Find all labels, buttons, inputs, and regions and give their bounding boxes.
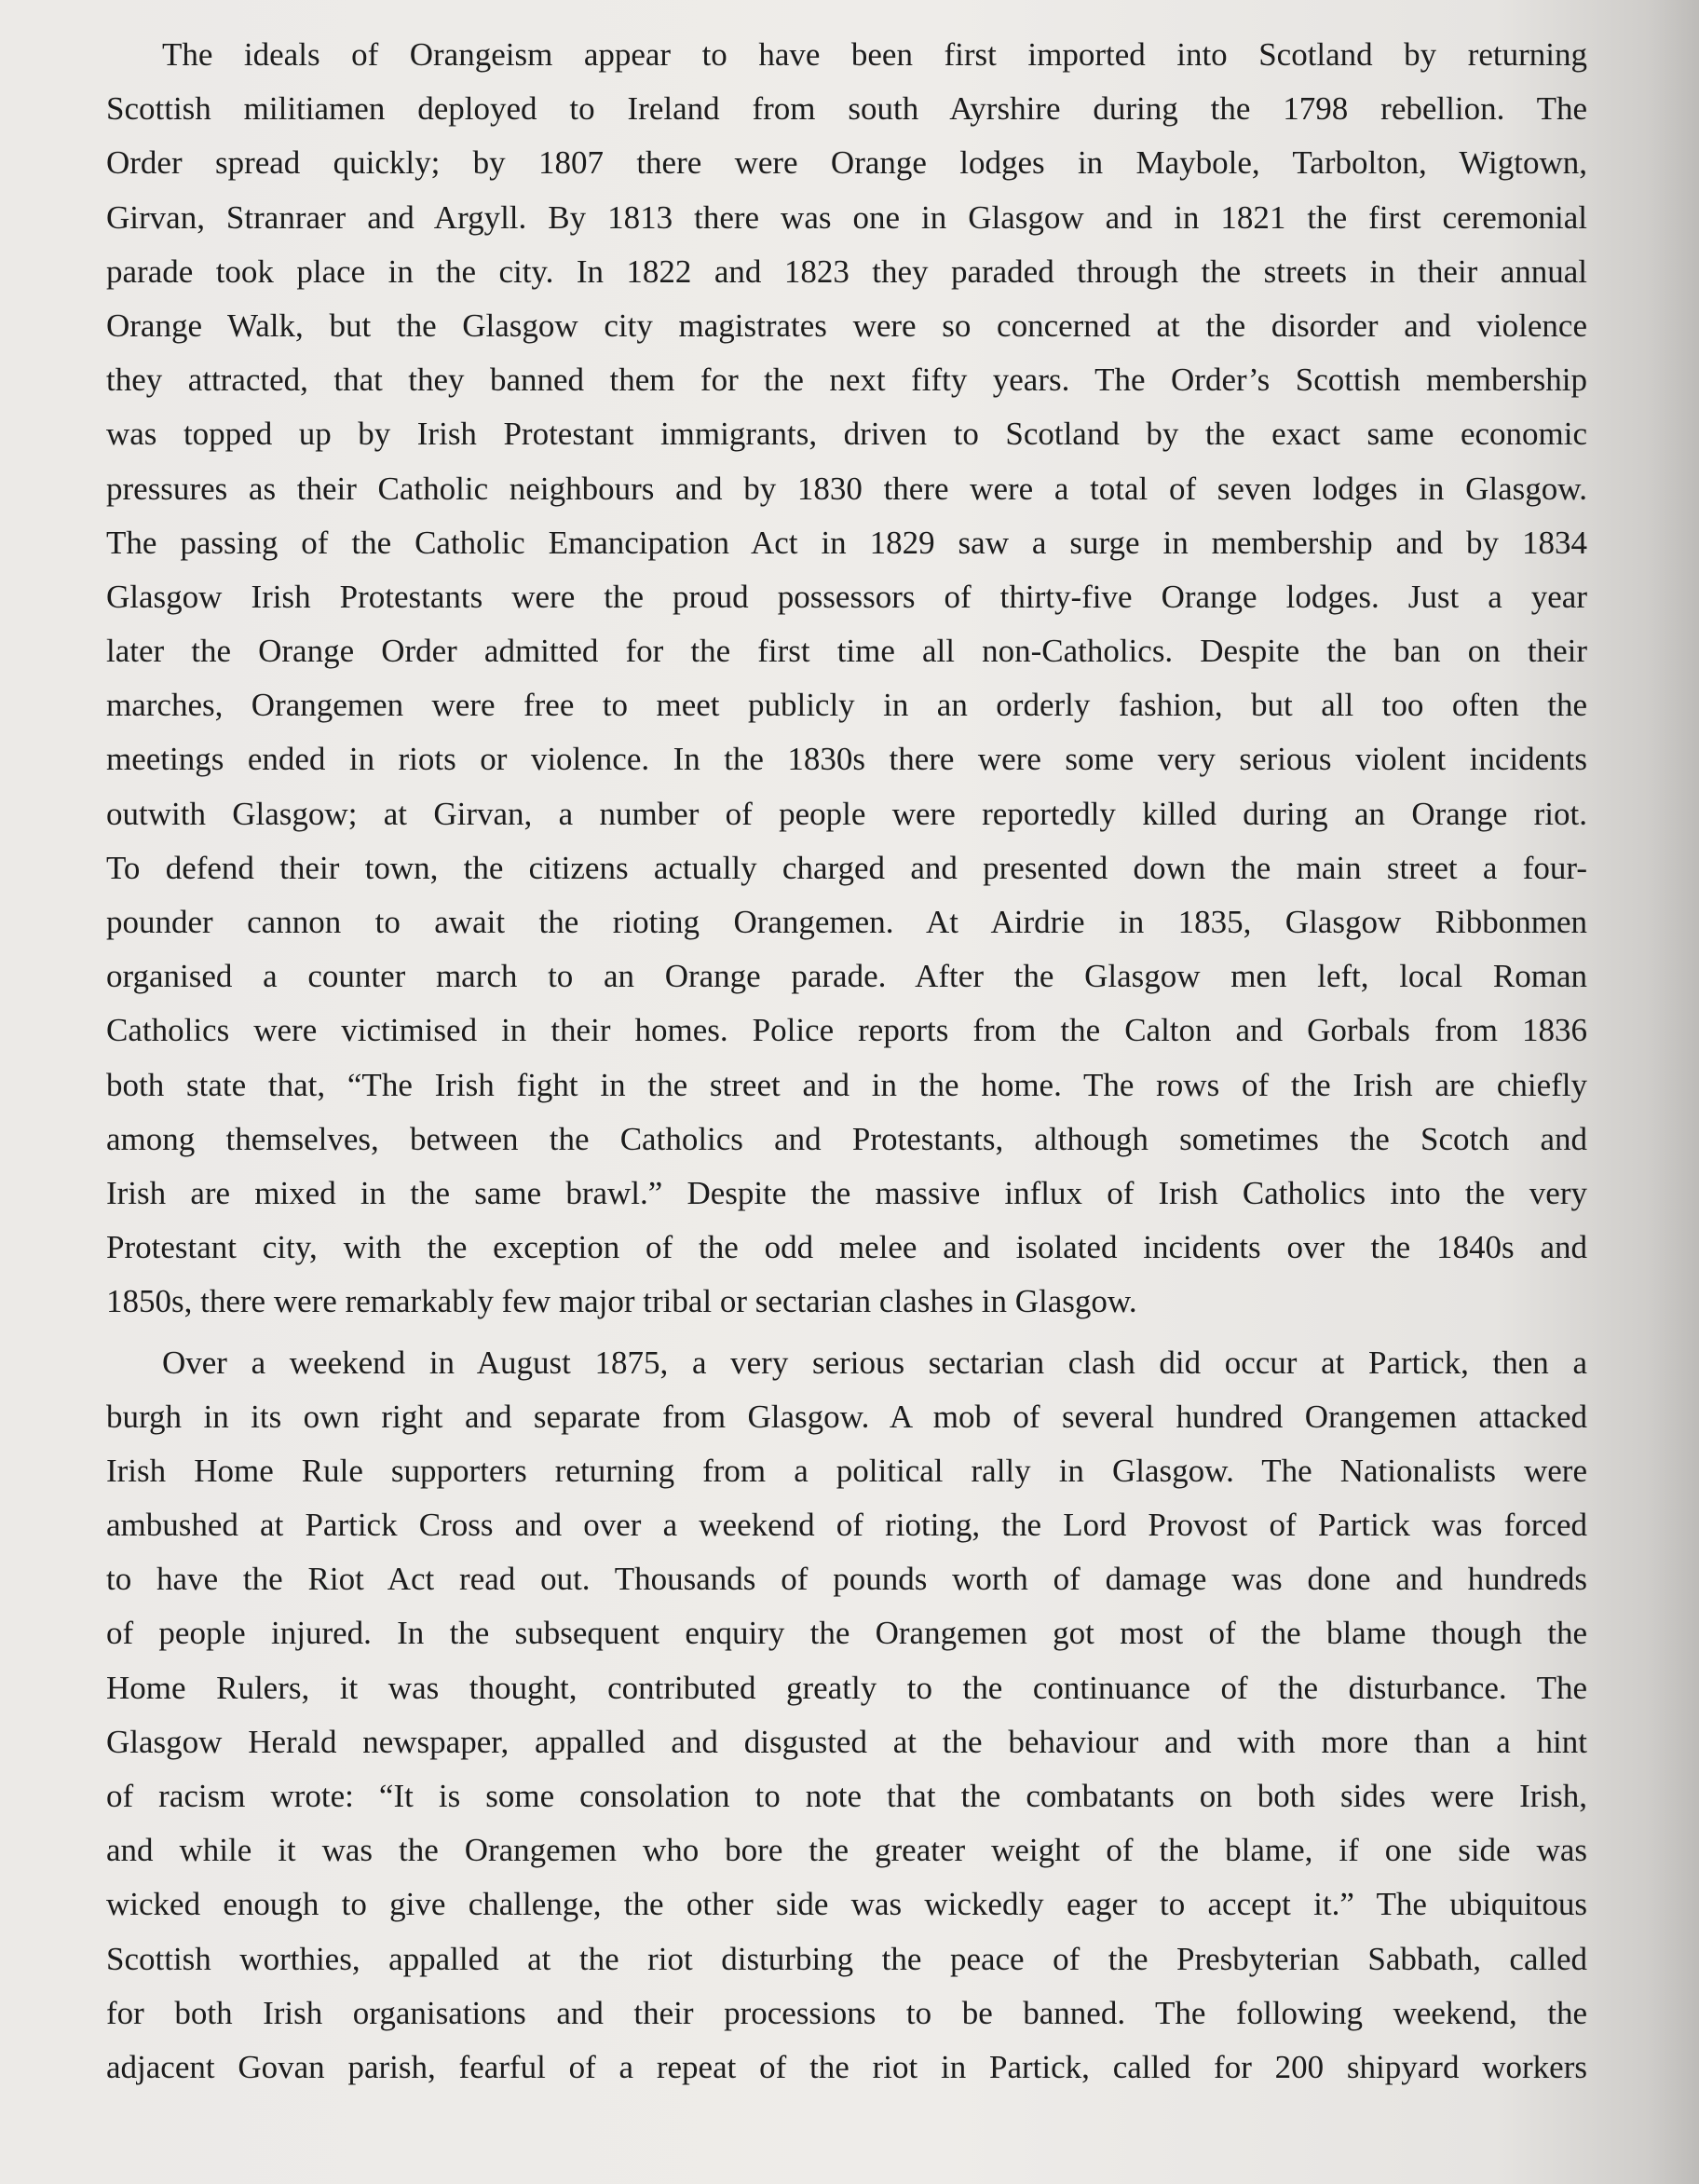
text-line: Over a weekend in August 1875, a very serious sectarian clash did occur at Partick, then a	[162, 1344, 1587, 1381]
text-line: outwith Glasgow; at Girvan, a number of people were reportedly killed during an Orange riot.	[106, 795, 1587, 832]
body-text	[106, 28, 1587, 2095]
text-line: Scottish worthies, appalled at the riot disturbing the peace of the Presbyterian Sabbath, called	[106, 1940, 1587, 1977]
text-line: Orange Walk, but the Glasgow city magistrates were so concerned at the disorder and violence	[106, 307, 1587, 344]
text-line: To defend their town, the citizens actually charged and presented down the main street a four-	[106, 849, 1587, 886]
text-line: The passing of the Catholic Emancipation Act in 1829 saw a surge in membership and by 1834	[106, 524, 1587, 561]
text-line: The ideals of Orangeism appear to have been first imported into Scotland by returning	[162, 36, 1587, 73]
text-line: of people injured. In the subsequent enquiry the Orangemen got most of the blame though the	[106, 1615, 1587, 1652]
text-line: organised a counter march to an Orange parade. After the Glasgow men left, local Roman	[106, 958, 1587, 995]
text-line: Home Rulers, it was thought, contributed greatly to the continuance of the disturbance. The	[106, 1669, 1587, 1706]
text-line: Protestant city, with the exception of the odd melee and isolated incidents over the 1840s and	[106, 1229, 1587, 1266]
text-line: they attracted, that they banned them for the next fifty years. The Order’s Scottish membership	[106, 362, 1587, 399]
paragraph-1	[106, 28, 1587, 1330]
text-line: meetings ended in riots or violence. In the 1830s there were some very serious violent incidents	[106, 741, 1587, 778]
text-line: Girvan, Stranraer and Argyll. By 1813 there was one in Glasgow and in 1821 the first ceremonial	[106, 198, 1587, 236]
text-line: 1850s, there were remarkably few major tribal or sectarian clashes in Glasgow.	[106, 1283, 1137, 1320]
paragraph-2	[106, 1336, 1587, 2095]
text-line: Scottish militiamen deployed to Ireland from south Ayrshire during the 1798 rebellion. The	[106, 90, 1587, 128]
text-line: among themselves, between the Catholics and Protestants, although sometimes the Scotch and	[106, 1120, 1587, 1157]
text-line: later the Orange Order admitted for the first time all non-Catholics. Despite the ban on their	[106, 633, 1587, 670]
text-line: wicked enough to give challenge, the other side was wickedly eager to accept it.” The ubiquitous	[106, 1886, 1587, 1923]
text-line: pressures as their Catholic neighbours and by 1830 there were a total of seven lodges in Glasgow.	[106, 470, 1587, 507]
text-line: was topped up by Irish Protestant immigrants, driven to Scotland by the exact same economic	[106, 416, 1587, 453]
text-line: to have the Riot Act read out. Thousands of pounds worth of damage was done and hundreds	[106, 1561, 1587, 1598]
text-line: ambushed at Partick Cross and over a weekend of rioting, the Lord Provost of Partick was forced	[106, 1507, 1587, 1544]
text-line: Irish Home Rule supporters returning from a political rally in Glasgow. The Nationalists were	[106, 1452, 1587, 1489]
text-line: parade took place in the city. In 1822 and 1823 they paraded through the streets in their annual	[106, 253, 1587, 290]
text-line: of racism wrote: “It is some consolation to note that the combatants on both sides were Irish,	[106, 1778, 1587, 1814]
text-line: for both Irish organisations and their processions to be banned. The following weekend, the	[106, 1994, 1587, 2031]
text-line: and while it was the Orangemen who bore the greater weight of the blame, if one side was	[106, 1832, 1587, 1869]
text-line: adjacent Govan parish, fearful of a repeat of the riot in Partick, called for 200 shipyard workers	[106, 2048, 1587, 2085]
text-line: both state that, “The Irish fight in the street and in the home. The rows of the Irish are chiefly	[106, 1066, 1587, 1103]
text-line: Catholics were victimised in their homes. Police reports from the Calton and Gorbals from 1836	[106, 1012, 1587, 1049]
text-line: marches, Orangemen were free to meet publicly in an orderly fashion, but all too often the	[106, 687, 1587, 724]
text-line: Irish are mixed in the same brawl.” Despite the massive influx of Irish Catholics into the very	[106, 1174, 1587, 1211]
text-line: Glasgow Irish Protestants were the proud possessors of thirty-five Orange lodges. Just a year	[106, 578, 1587, 615]
text-line: Glasgow Herald newspaper, appalled and disgusted at the behaviour and with more than a hint	[106, 1723, 1587, 1760]
text-line: pounder cannon to await the rioting Orangemen. At Airdrie in 1835, Glasgow Ribbonmen	[106, 904, 1587, 940]
text-line: burgh in its own right and separate from Glasgow. A mob of several hundred Orangemen attacked	[106, 1398, 1587, 1435]
text-line: Order spread quickly; by 1807 there were Orange lodges in Maybole, Tarbolton, Wigtown,	[106, 144, 1587, 182]
